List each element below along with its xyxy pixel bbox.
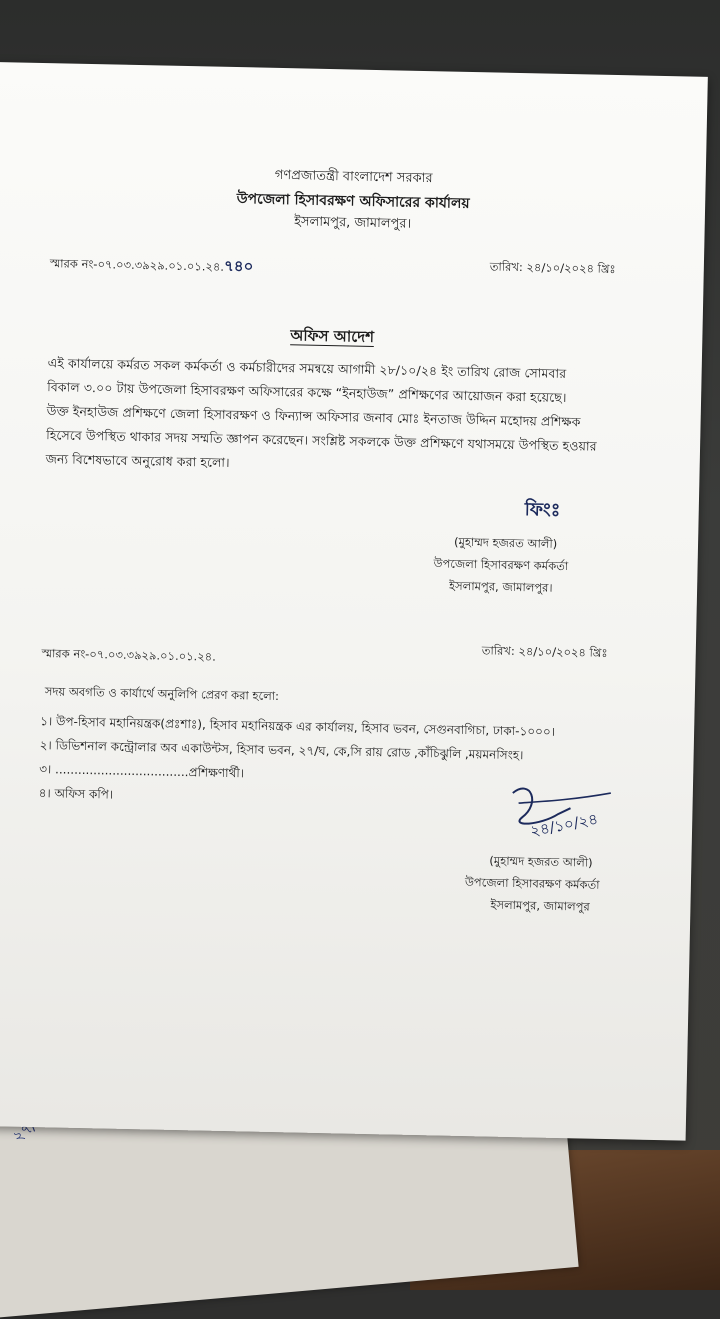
order-line-3: উক্ত ইনহাউজ প্রশিক্ষণে জেলা হিসাবরক্ষণ ও ফিন্যান্স অফিসার জনাব মোঃ ইনতাজ উদ্দিন মহোদয় প্রশিক্ষক <box>46 403 581 430</box>
distribution-item-1: ১। উপ-হিসাব মহানিয়ন্ত্রক(প্রঃশাঃ), হিসাব মহানিয়ন্ত্রক এর কার্যালয়, হিসাব ভবন, সেগুনবাগিচা, ঢাকা-১০০০। <box>40 714 556 739</box>
memo-ref-text: স্মারক নং-০৭.০৩.৩৯২৯.০১.০১.২৪. <box>49 256 225 274</box>
order-line-2: বিকাল ৩.০০ টায় উপজেলা হিসাবরক্ষণ অফিসারের কক্ষে “ইনহাউজ” প্রশিক্ষণের আয়োজন করা হয়েছে। <box>47 379 567 406</box>
order-line-4: হিসেবে উপস্থিত থাকার সদয় সম্মতি জ্ঞাপন করেছেন। সংশ্লিষ্ট সকলকে উক্ত প্রশিক্ষণে যথাসময়ে উপস্থিত হওয়ার <box>46 427 597 454</box>
distribution-intro: সদয় অবগতি ও কার্যার্থে অনুলিপি প্রেরণ করা হলো: <box>44 684 280 704</box>
order-line-5: জন্য বিশেষভাবে অনুরোধ করা হলো। <box>45 451 230 470</box>
distribution-item-4: ৪। অফিস কপি। <box>38 786 114 802</box>
memo-ref-bottom: স্মারক নং-০৭.০৩.৩৯২৯.০১.০১.২৪. <box>41 646 217 664</box>
order-line-1: এই কার্যালয়ে কর্মরত সকল কর্মকর্তা ও কর্মচারীদের সমন্বয়ে আগামী ২৮/১০/২৪ ইং তারিখ রোজ সোমবার <box>47 355 567 382</box>
office-order-document <box>0 62 708 1141</box>
memo-ref-handwritten-number: ৭৪০ <box>223 256 254 276</box>
signature-date-handwritten: ২৪/১০/২৪ <box>528 809 600 841</box>
signatory-designation-2: উপজেলা হিসাবরক্ষণ কর্মকর্তা <box>464 875 600 892</box>
signatory-name-2: (মুহাম্মদ হজরত আলী) <box>489 853 593 870</box>
order-title: অফিস আদেশ <box>290 326 375 346</box>
signatory-name-1: (মুহাম্মদ হজরত আলী) <box>453 534 558 551</box>
signatory-location-2: ইসলামপুর, জামালপুর <box>490 897 590 914</box>
memo-ref-top <box>50 251 254 280</box>
office-heading: উপজেলা হিসাবরক্ষণ অফিসারের কার্যালয় <box>236 191 470 212</box>
distribution-item-3: ৩। ...................................প্রশিক্ষণার্থী। <box>39 762 245 781</box>
distribution-item-2: ২। ডিভিশনাল কন্ট্রোলার অব একাউন্টস, হিসাব ভবন, ২৭/ঘ, কে,সি রায় রোড ,কাঁচিঝুলি ,ময়মনসিংহ। <box>39 738 524 763</box>
signature-initials: ফিংঃ <box>524 499 561 521</box>
signatory-designation-1: উপজেলা হিসাবরক্ষণ কর্মকর্তা <box>433 556 569 574</box>
signatory-location-1: ইসলামপুর, জামালপুর। <box>448 578 553 595</box>
office-location: ইসলামপুর, জামালপুর। <box>294 214 412 232</box>
govt-heading: গণপ্রজাতন্ত্রী বাংলাদেশ সরকার <box>274 167 433 187</box>
memo-date-bottom: তারিখ: ২৪/১০/২০২৪ খ্রিঃ <box>481 643 608 660</box>
memo-date-top: তারিখ: ২৪/১০/২০২৪ খ্রিঃ <box>489 259 616 277</box>
